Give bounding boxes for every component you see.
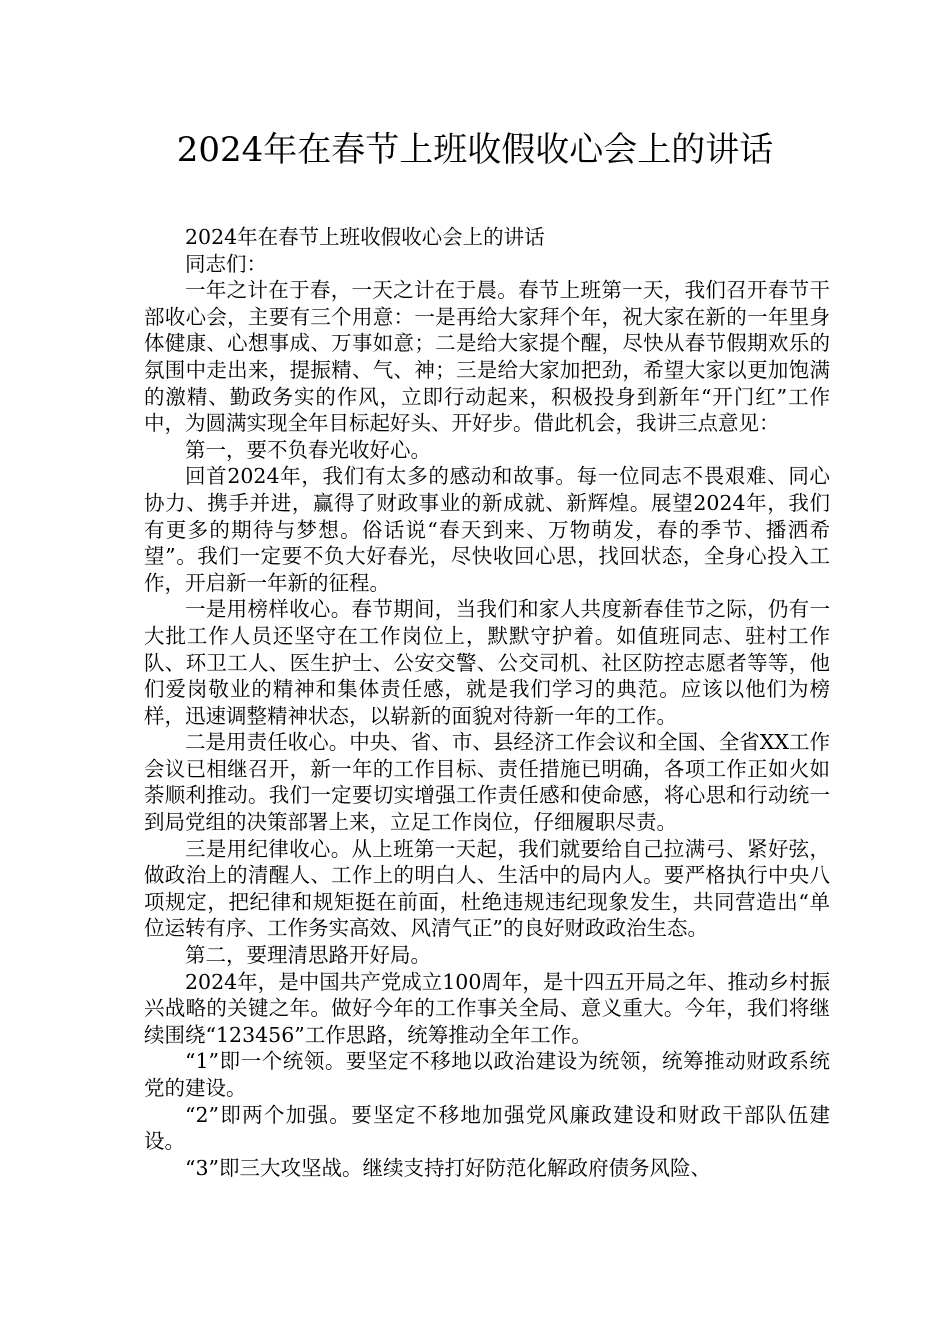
document-title: 2024年在春节上班收假收心会上的讲话 bbox=[176, 130, 774, 170]
paragraph-point-1: “1”即一个统领。要坚定不移地以政治建设为统领，统筹推动财政系统党的建设。 bbox=[144, 1049, 830, 1100]
paragraph-point-2: “2”即两个加强。要坚定不移地加强党风廉政建设和财政干部队伍建设。 bbox=[144, 1102, 830, 1154]
paragraph-responsibility: 二是用责任收心。中央、省、市、县经济工作会议和全国、全省XX工作会议已相继召开，新一年的工作目标、责任措施已明确，各项工作正如火如荼顺利推动。我们一定要切实增强工作责任感和使命感，将心思和行动统一到局党组的决策部署上来，立足工作岗位，仔细履职尽责。 bbox=[144, 730, 830, 835]
paragraph-review: 回首2024年，我们有太多的感动和故事。每一位同志不畏艰难、同心协力、携手并进，赢得了财政事业的新成就、新辉煌。展望2024年，我们有更多的期待与梦想。俗话说“春天到来、万物萌发，春的季节、播洒希望”。我们一定要不负大好春光，尽快收回心思，找回状态，全身心投入工作，开启新一年新的征程。 bbox=[144, 464, 830, 595]
section-heading-2: 第二，要理清思路开好局。 bbox=[185, 943, 431, 968]
paragraph-discipline: 三是用纪律收心。从上班第一天起，我们就要给自己拉满弓、紧好弦，做政治上的清醒人、工作上的明白人、生活中的局内人。要严格执行中央八项规定，把纪律和规矩挺在前面，杜绝违规违纪现象发生，共同营造出“单位运转有序、工作务实高效、风清气正”的良好财政政治生态。 bbox=[144, 836, 830, 941]
body-heading: 2024年在春节上班收假收心会上的讲话 bbox=[185, 225, 545, 249]
paragraph-intro: 一年之计在于春，一天之计在于晨。春节上班第一天，我们召开春节干部收心会，主要有三个用意：一是再给大家拜个年，祝大家在新的一年里身体健康、心想事成、万事如意；二是给大家提个醒，尽快从春节假期欢乐的氛围中走出来，提振精、气、神；三是给大家加把劲，希望大家以更加饱满的激精、勤政务实的作风，立即行动起来，积极投身到新年“开门红”工作中，为圆满实现全年目标起好头、开好步。借此机会，我讲三点意见： bbox=[144, 278, 830, 436]
section-heading-1: 第一，要不负春光收好心。 bbox=[185, 437, 431, 462]
document-body bbox=[144, 224, 830, 1181]
paragraph-role-model: 一是用榜样收心。春节期间，当我们和家人共度新春佳节之际，仍有一大批工作人员还坚守在工作岗位上，默默守护着。如值班同志、驻村工作队、环卫工人、医生护士、公安交警、公交司机、社区防控志愿者等等，他们爱岗敬业的精神和集体责任感，就是我们学习的典范。应该以他们为榜样，迅速调整精神状态，以崭新的面貌对待新一年的工作。 bbox=[144, 597, 830, 728]
paragraph-point-3: “3”即三大攻坚战。继续支持打好防范化解政府债务风险、 bbox=[185, 1155, 712, 1180]
salutation: 同志们： bbox=[185, 251, 267, 276]
paragraph-2024-overview: 2024年，是中国共产党成立100周年，是十四五开局之年、推动乡村振兴战略的关键之年。做好今年的工作事关全局、意义重大。今年，我们将继续围绕“123456”工作思路，统筹推动全年工作。 bbox=[144, 969, 830, 1047]
